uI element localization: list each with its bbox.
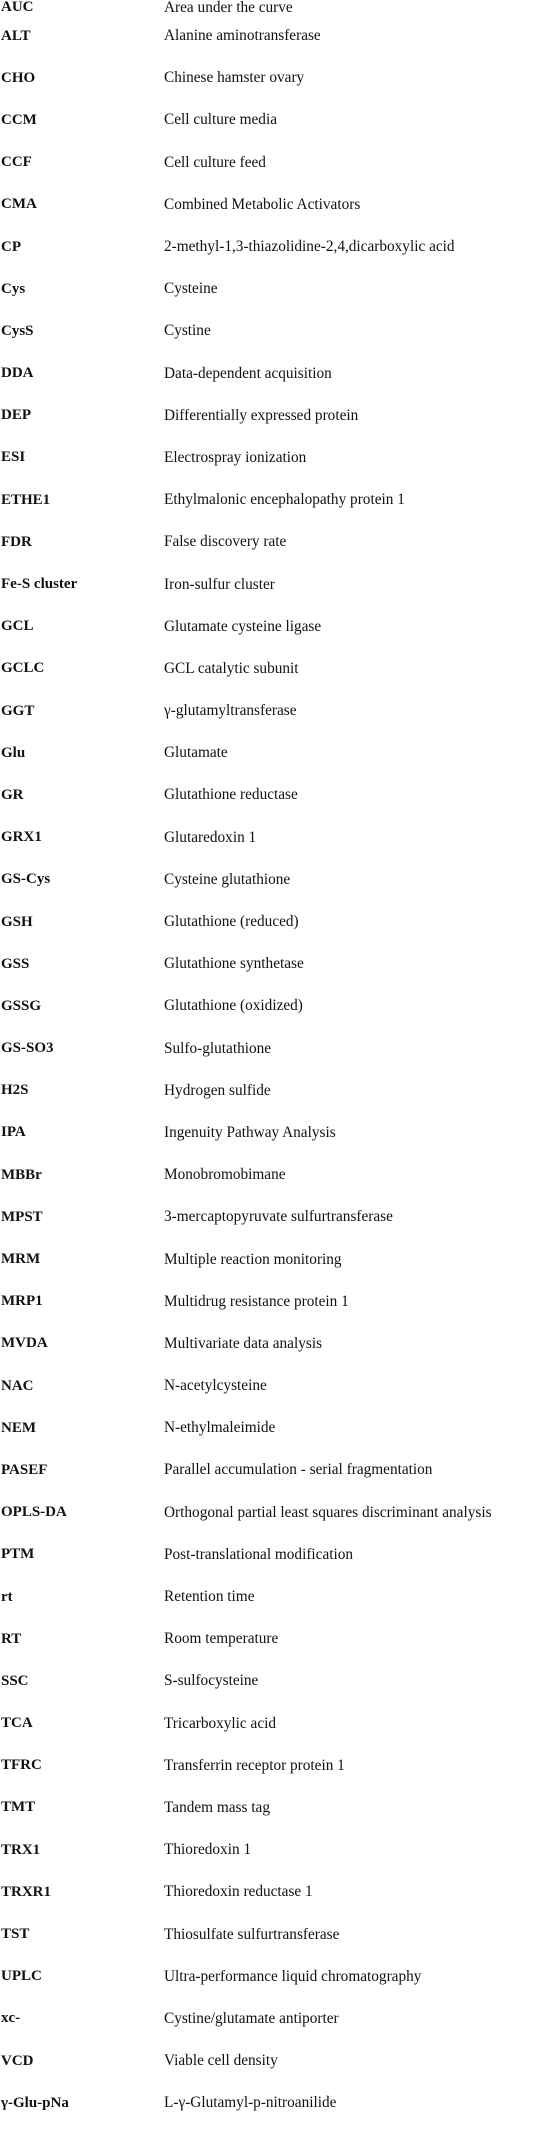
abbreviation-row	[0, 1492, 558, 1534]
abbreviation-row	[0, 437, 558, 479]
abbreviation-row	[0, 268, 558, 310]
abbreviation-definition: Iron-sulfur cluster	[164, 575, 275, 593]
abbreviation-row	[0, 99, 558, 141]
abbreviation-term: MRM	[1, 1251, 41, 1268]
abbreviation-row	[0, 310, 558, 352]
abbreviation-row	[0, 901, 558, 943]
abbreviation-row	[0, 226, 558, 268]
abbreviation-definition: Electrospray ionization	[164, 448, 307, 466]
abbreviation-definition: Retention time	[164, 1588, 255, 1606]
abbreviation-term: GR	[1, 786, 24, 803]
abbreviation-row	[0, 1787, 558, 1829]
abbreviation-definition: S-sulfocysteine	[164, 1672, 259, 1690]
abbreviation-definition: Parallel accumulation - serial fragmentation	[164, 1461, 433, 1479]
abbreviation-row	[0, 1449, 558, 1491]
abbreviation-row	[0, 479, 558, 521]
abbreviation-term: ETHE1	[1, 491, 51, 508]
abbreviation-row	[0, 1323, 558, 1365]
abbreviation-row	[0, 1070, 558, 1112]
abbreviation-row	[0, 732, 558, 774]
abbreviation-definition: Tandem mass tag	[164, 1798, 270, 1816]
abbreviation-definition: Cysteine glutathione	[164, 870, 291, 888]
abbreviation-term: NEM	[1, 1419, 36, 1436]
abbreviation-term: NAC	[1, 1377, 34, 1394]
abbreviation-term: CysS	[1, 322, 34, 339]
abbreviation-term: MVDA	[1, 1335, 48, 1352]
abbreviation-definition: Area under the curve	[164, 0, 293, 16]
abbreviation-definition: Multiple reaction monitoring	[164, 1250, 342, 1268]
abbreviation-definition: Tricarboxylic acid	[164, 1714, 277, 1732]
abbreviation-definition: Glutaredoxin 1	[164, 828, 257, 846]
abbreviation-definition: Glutamate	[164, 744, 228, 762]
abbreviation-row	[0, 1703, 558, 1745]
abbreviation-term: xc-	[1, 2010, 21, 2027]
abbreviation-term: Fe-S cluster	[1, 576, 78, 593]
abbreviation-definition: Cell culture media	[164, 111, 277, 129]
abbreviation-term: TST	[1, 1926, 30, 1943]
abbreviation-definition: Combined Metabolic Activators	[164, 195, 361, 213]
abbreviation-row	[0, 395, 558, 437]
abbreviation-term: PTM	[1, 1546, 35, 1563]
abbreviation-definition: Post-translational modification	[164, 1545, 354, 1563]
abbreviation-definition: 3-mercaptopyruvate sulfurtransferase	[164, 1208, 393, 1226]
abbreviation-definition: Data-dependent acquisition	[164, 364, 332, 382]
abbreviation-definition: Thioredoxin 1	[164, 1841, 252, 1859]
abbreviation-term: DDA	[1, 365, 34, 382]
abbreviation-term: RT	[1, 1630, 22, 1647]
abbreviation-row	[0, 1365, 558, 1407]
abbreviation-term: GCLC	[1, 660, 45, 677]
abbreviation-definition: Differentially expressed protein	[164, 406, 359, 424]
abbreviation-row	[0, 1196, 558, 1238]
abbreviation-definition: Glutathione synthetase	[164, 955, 304, 973]
abbreviation-term: ALT	[1, 27, 31, 44]
abbreviation-definition: Cysteine	[164, 280, 218, 298]
abbreviation-term: VCD	[1, 2052, 34, 2069]
abbreviation-row	[0, 1534, 558, 1576]
abbreviation-row	[0, 1028, 558, 1070]
abbreviation-term: TRX1	[1, 1841, 41, 1858]
abbreviation-definition: Multivariate data analysis	[164, 1334, 323, 1352]
abbreviation-term: ESI	[1, 449, 26, 466]
abbreviation-row	[0, 1576, 558, 1618]
abbreviation-row	[0, 1154, 558, 1196]
abbreviation-term: MRP1	[1, 1293, 43, 1310]
abbreviation-definition: Room temperature	[164, 1630, 279, 1648]
abbreviation-row	[0, 1238, 558, 1280]
abbreviation-row	[0, 859, 558, 901]
abbreviation-term: GSS	[1, 955, 30, 972]
abbreviation-term: UPLC	[1, 1968, 42, 1985]
abbreviation-row	[0, 563, 558, 605]
abbreviation-definition: Ultra-performance liquid chromatography	[164, 1967, 422, 1985]
abbreviation-definition: Glutathione (oxidized)	[164, 997, 303, 1015]
abbreviation-definition: Monobromobimane	[164, 1166, 286, 1184]
abbreviation-row	[0, 142, 558, 184]
abbreviation-definition: Ethylmalonic encephalopathy protein 1	[164, 491, 405, 509]
abbreviation-term: TRXR1	[1, 1883, 52, 1900]
abbreviation-definition: GCL catalytic subunit	[164, 659, 299, 677]
abbreviation-definition: Multidrug resistance protein 1	[164, 1292, 349, 1310]
abbreviation-definition: Cell culture feed	[164, 153, 266, 171]
abbreviation-row	[0, 0, 558, 15]
abbreviation-term: H2S	[1, 1082, 29, 1099]
abbreviation-term: CMA	[1, 196, 37, 213]
abbreviation-term: GS-Cys	[1, 871, 51, 888]
abbreviation-term: DEP	[1, 407, 31, 424]
abbreviation-term: GCL	[1, 618, 34, 635]
abbreviation-row	[0, 57, 558, 99]
abbreviation-term: GRX1	[1, 829, 42, 846]
abbreviation-definition: Thiosulfate sulfurtransferase	[164, 1925, 340, 1943]
abbreviation-term: TCA	[1, 1715, 33, 1732]
abbreviation-row	[0, 1745, 558, 1787]
abbreviation-row	[0, 184, 558, 226]
abbreviation-row	[0, 943, 558, 985]
abbreviation-row	[0, 353, 558, 395]
abbreviation-row	[0, 1112, 558, 1154]
abbreviation-definition: L-γ-Glutamyl-p-nitroanilide	[164, 2094, 337, 2112]
abbreviation-definition: Thioredoxin reductase 1	[164, 1883, 313, 1901]
abbreviation-term: TMT	[1, 1799, 36, 1816]
abbreviation-definition: Hydrogen sulfide	[164, 1081, 271, 1099]
abbreviation-term: AUC	[1, 0, 34, 15]
abbreviation-row	[0, 1281, 558, 1323]
abbreviation-definition: 2-methyl-1,3-thiazolidine-2,4,dicarboxylic acid	[164, 238, 455, 256]
abbreviation-row	[0, 648, 558, 690]
abbreviation-row	[0, 2040, 558, 2082]
abbreviation-term: CP	[1, 238, 21, 255]
abbreviation-row	[0, 1956, 558, 1998]
abbreviation-definition: Glutathione reductase	[164, 786, 298, 804]
abbreviation-term: CCM	[1, 111, 37, 128]
abbreviation-row	[0, 1660, 558, 1702]
abbreviation-term: TFRC	[1, 1757, 42, 1774]
abbreviation-term: PASEF	[1, 1461, 48, 1478]
abbreviation-row	[0, 1829, 558, 1871]
abbreviation-definition: Cystine/glutamate antiporter	[164, 2009, 339, 2027]
abbreviation-term: SSC	[1, 1672, 29, 1689]
abbreviation-definition: Sulfo-glutathione	[164, 1039, 272, 1057]
abbreviation-term: Glu	[1, 744, 26, 761]
abbreviation-term: Cys	[1, 280, 26, 297]
abbreviation-row	[0, 2082, 558, 2124]
abbreviation-definition: Viable cell density	[164, 2052, 278, 2070]
abbreviation-definition: Transferrin receptor protein 1	[164, 1756, 345, 1774]
abbreviation-row	[0, 1871, 558, 1913]
abbreviation-definition: Chinese hamster ovary	[164, 69, 305, 87]
abbreviation-row	[0, 774, 558, 816]
abbreviation-row	[0, 817, 558, 859]
abbreviation-term: MBBr	[1, 1166, 42, 1183]
abbreviation-definition: Glutamate cysteine ligase	[164, 617, 322, 635]
abbreviation-definition: False discovery rate	[164, 533, 287, 551]
abbreviation-definition: N-ethylmaleimide	[164, 1419, 276, 1437]
abbreviation-term: GGT	[1, 702, 35, 719]
abbreviation-row	[0, 985, 558, 1027]
abbreviation-row	[0, 1913, 558, 1955]
abbreviation-row	[0, 1407, 558, 1449]
abbreviation-term: OPLS-DA	[1, 1504, 67, 1521]
abbreviation-term: FDR	[1, 533, 32, 550]
abbreviation-row	[0, 606, 558, 648]
abbreviation-row	[0, 690, 558, 732]
abbreviation-definition: Alanine aminotransferase	[164, 27, 321, 45]
abbreviation-term: CCF	[1, 154, 32, 171]
abbreviation-definition: Ingenuity Pathway Analysis	[164, 1123, 336, 1141]
abbreviation-term: GSH	[1, 913, 33, 930]
abbreviation-term: GSSG	[1, 997, 42, 1014]
abbreviation-definition: Cystine	[164, 322, 211, 340]
abbreviation-term: IPA	[1, 1124, 26, 1141]
abbreviation-term: GS-SO3	[1, 1040, 54, 1057]
abbreviation-definition: γ-glutamyltransferase	[164, 702, 297, 720]
abbreviation-row	[0, 15, 558, 57]
abbreviation-row	[0, 1998, 558, 2040]
abbreviation-term: MPST	[1, 1208, 43, 1225]
abbreviation-term: γ-Glu-pNa	[1, 2094, 69, 2111]
abbreviation-row	[0, 521, 558, 563]
abbreviation-row	[0, 1618, 558, 1660]
abbreviation-definition: Glutathione (reduced)	[164, 913, 299, 931]
abbreviation-term: rt	[1, 1588, 13, 1605]
abbreviation-definition: N-acetylcysteine	[164, 1377, 267, 1395]
abbreviation-term: CHO	[1, 69, 36, 86]
abbreviation-definition: Orthogonal partial least squares discriminant analysis	[164, 1503, 492, 1521]
